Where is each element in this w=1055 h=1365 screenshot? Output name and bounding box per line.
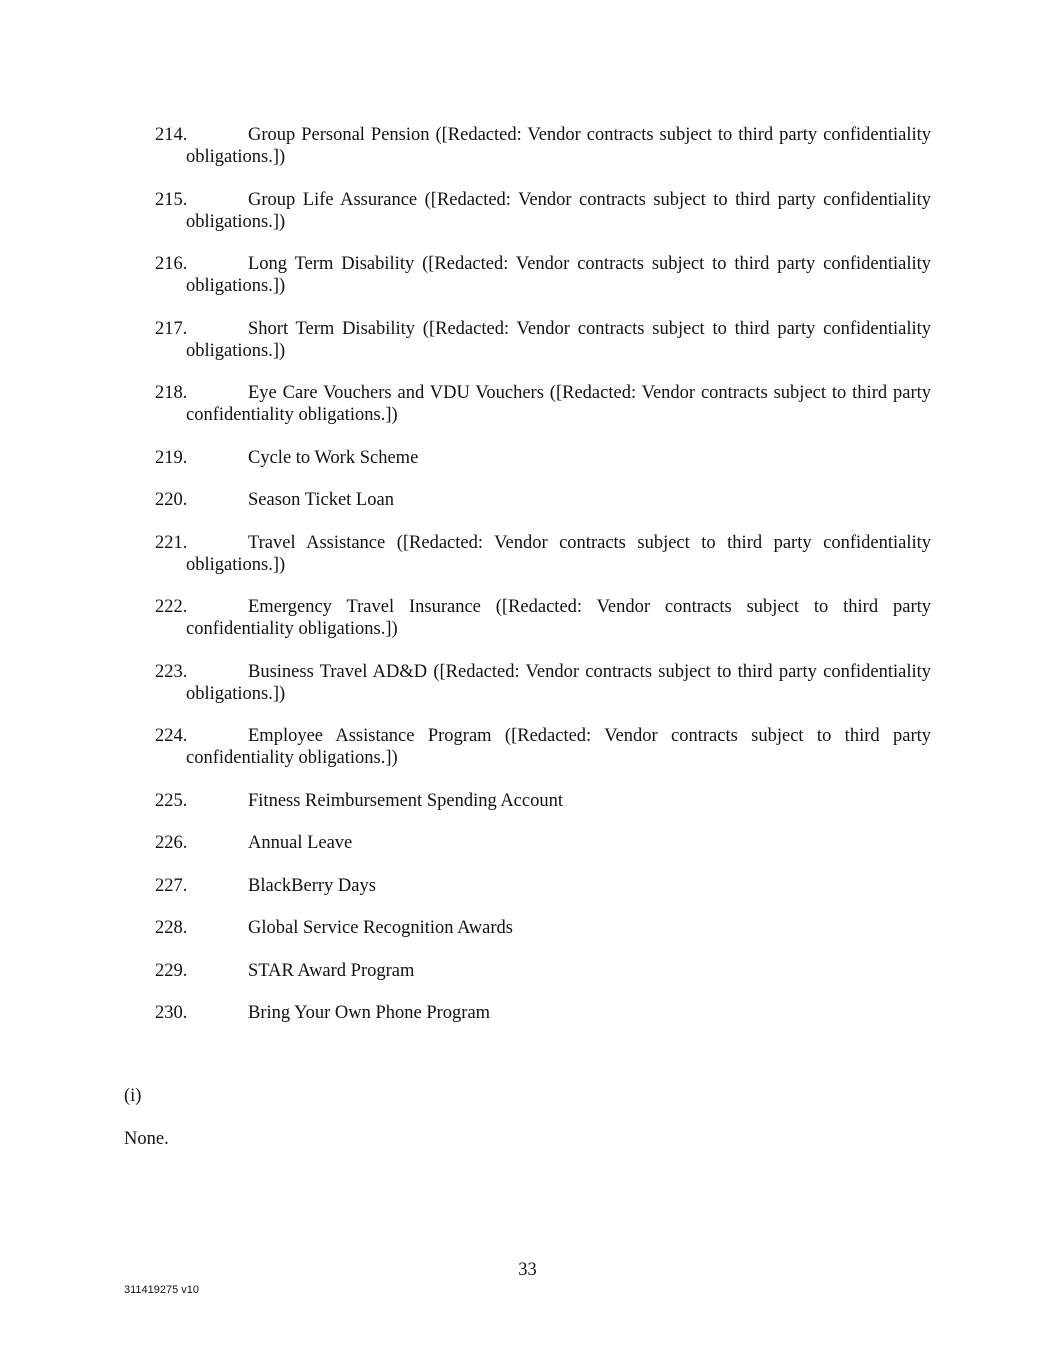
list-item: [155, 489, 931, 532]
item-number: 229.: [155, 960, 188, 981]
item-number: 228.: [155, 918, 188, 938]
document-id: 311419275 v10: [124, 1284, 200, 1296]
section-body-text: None.: [124, 1129, 169, 1149]
item-number: 222.: [155, 597, 188, 617]
list-item: [155, 725, 931, 790]
item-number: 230.: [155, 1003, 188, 1023]
list-item: [155, 832, 931, 875]
item-text: Short Term Disability ([Redacted: Vendor contracts subject to third party confidentiality: [248, 318, 931, 339]
item-text: Travel Assistance ([Redacted: Vendor contracts subject to third party confidentiality: [248, 532, 931, 553]
item-text: Global Service Recognition Awards: [248, 918, 513, 938]
item-text-continuation: obligations.]): [186, 211, 286, 232]
item-text-continuation: obligations.]): [186, 340, 286, 361]
item-text: Business Travel AD&D ([Redacted: Vendor contracts subject to third party confidentiality: [248, 661, 931, 682]
list-item: [155, 532, 931, 597]
item-text: Cycle to Work Scheme: [248, 447, 419, 468]
list-item: [155, 447, 931, 490]
item-text: Fitness Reimbursement Spending Account: [248, 790, 563, 811]
item-text: Bring Your Own Phone Program: [248, 1003, 491, 1023]
list-item: [155, 596, 931, 661]
item-text-continuation: obligations.]): [186, 683, 286, 704]
item-text-continuation: confidentiality obligations.]): [186, 619, 398, 639]
item-number: 221.: [155, 532, 188, 553]
item-number: 215.: [155, 189, 188, 210]
item-text: Annual Leave: [248, 833, 353, 853]
list-item: [155, 1002, 931, 1045]
list-item: [155, 318, 931, 383]
item-number: 219.: [155, 447, 188, 468]
list-item: [155, 189, 931, 254]
item-number: 220.: [155, 490, 188, 510]
item-text-continuation: obligations.]): [186, 276, 286, 296]
item-text: STAR Award Program: [248, 960, 415, 981]
item-text: Long Term Disability ([Redacted: Vendor contracts subject to third party confidentiality: [248, 254, 931, 274]
item-text: Emergency Travel Insurance ([Redacted: Vendor contracts subject to third party: [248, 597, 931, 617]
item-number: 223.: [155, 661, 188, 682]
item-number: 225.: [155, 790, 188, 811]
item-text: Eye Care Vouchers and VDU Vouchers ([Redacted: Vendor contracts subject to third party: [248, 383, 931, 403]
list-item: [155, 124, 931, 189]
item-number: 218.: [155, 383, 188, 403]
benefits-list: [155, 124, 931, 1045]
list-item: [155, 875, 931, 918]
item-text-continuation: confidentiality obligations.]): [186, 748, 398, 768]
item-number: 217.: [155, 318, 188, 339]
list-item: [155, 253, 931, 318]
section-marker: (i): [124, 1086, 142, 1106]
list-item: [155, 661, 931, 726]
item-text: Group Life Assurance ([Redacted: Vendor contracts subject to third party confidentiality: [248, 189, 931, 210]
list-item: [155, 382, 931, 447]
item-number: 214.: [155, 125, 188, 145]
item-text: BlackBerry Days: [248, 875, 376, 896]
item-number: 224.: [155, 726, 188, 746]
page-number: 33: [518, 1260, 537, 1280]
list-item: [155, 960, 931, 1003]
item-text-continuation: confidentiality obligations.]): [186, 405, 398, 425]
list-item: [155, 790, 931, 833]
item-text: Group Personal Pension ([Redacted: Vendor contracts subject to third party confidentiality: [248, 125, 931, 145]
item-text: Season Ticket Loan: [248, 490, 394, 510]
item-text-continuation: obligations.]): [186, 147, 286, 167]
list-item: [155, 917, 931, 960]
item-number: 226.: [155, 833, 188, 853]
item-number: 227.: [155, 875, 188, 896]
item-text-continuation: obligations.]): [186, 554, 286, 575]
item-number: 216.: [155, 254, 188, 274]
item-text: Employee Assistance Program ([Redacted: Vendor contracts subject to third party: [248, 726, 931, 746]
